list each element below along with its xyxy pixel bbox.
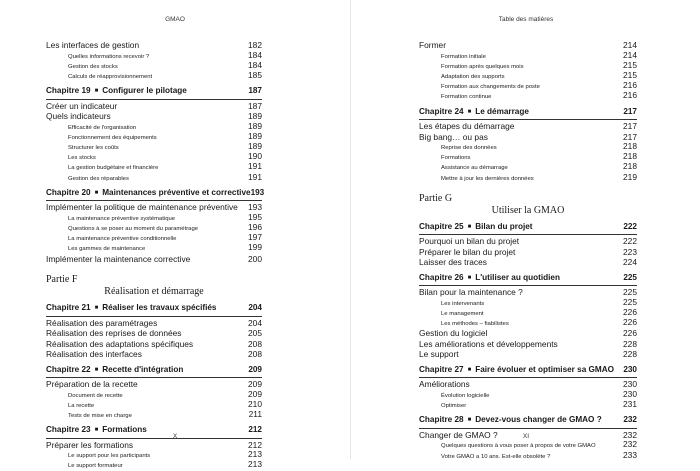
entry-label: Big bang… ou pas (419, 131, 488, 142)
subsection-entry (419, 162, 637, 172)
subsection-entry (419, 51, 637, 61)
running-head-right: Table des matières (498, 16, 554, 23)
page-number: 182 (248, 40, 262, 50)
subsection-entry (419, 440, 637, 450)
subsection-entry (46, 400, 262, 410)
square-bullet-icon: ■ (94, 366, 99, 373)
entry-label: Fonctionnement des équipements (68, 134, 157, 141)
entry-label: Formation continue (441, 94, 492, 101)
page-number: 190 (248, 151, 262, 162)
page-number: 189 (248, 141, 262, 152)
entry-label: La gestion budgétaire et financière (68, 165, 159, 172)
chapter-title: Formations (102, 425, 147, 435)
page-number: 226 (623, 328, 637, 339)
entry-label: Le support pour les participants (68, 453, 151, 460)
square-bullet-icon: ■ (467, 274, 472, 281)
page-number: 209 (248, 388, 262, 399)
entry-label: Tests de mise en charge (68, 413, 132, 420)
right-page (350, 0, 700, 459)
page-number: 213 (248, 449, 262, 460)
folio-right: XI (522, 433, 530, 440)
section-entry (419, 328, 637, 339)
entry-label: Mettre à jour les dernières données (441, 175, 534, 182)
page-number: 209 (248, 364, 262, 374)
entry-label: Gestion du logiciel (419, 328, 488, 339)
part-label: Partie F (46, 274, 78, 286)
subsection-entry (46, 142, 262, 152)
page-number: 230 (623, 379, 637, 390)
entry-label: Adaptation des supports (441, 73, 505, 80)
page-number: 232 (623, 415, 637, 425)
page-number: 214 (623, 40, 637, 50)
entry-label: Reprise des données (441, 145, 497, 152)
page-number: 215 (623, 69, 637, 80)
page-number: 218 (623, 151, 637, 162)
chapter-number: Chapitre 28 (419, 415, 464, 425)
chapter-title: Le démarrage (475, 106, 529, 116)
entry-label: Les intervenants (441, 300, 485, 307)
chapter-heading (419, 107, 529, 119)
page-number: 230 (623, 388, 637, 399)
chapter-row (419, 222, 637, 236)
square-bullet-icon: ■ (94, 88, 99, 95)
page-number: 228 (623, 338, 637, 349)
page-number: 197 (248, 232, 262, 243)
chapter-heading (419, 222, 533, 234)
entry-label: La maintenance préventive systématique (68, 215, 176, 222)
entry-label: Efficacité de l'organisation (68, 124, 137, 131)
subsection-entry (46, 51, 262, 61)
subsection-entry (419, 173, 637, 183)
page-number: 205 (248, 328, 262, 339)
chapter-title: Recette d'intégration (102, 364, 184, 374)
page-number: 222 (623, 221, 637, 231)
subsection-entry (46, 460, 262, 470)
page-number: 232 (623, 429, 637, 440)
chapter-number: Chapitre 26 (419, 272, 464, 282)
square-bullet-icon: ■ (467, 417, 472, 424)
folio-left: X (172, 433, 178, 440)
subsection-entry (419, 390, 637, 400)
page-number: 217 (623, 131, 637, 142)
page-number: 225 (623, 272, 637, 282)
entry-label: Calculs de réapprovisionnement (68, 73, 153, 80)
entry-label: Les améliorations et développements (419, 338, 558, 349)
part-title: Réalisation et démarrage (104, 286, 204, 298)
chapter-row (419, 273, 637, 287)
subsection-entry (46, 213, 262, 223)
entry-label: Le support (419, 349, 459, 360)
chapter-heading (419, 415, 602, 427)
page-number: 226 (623, 307, 637, 318)
entry-label: Préparer le bilan du projet (419, 246, 516, 257)
page-number: 211 (248, 409, 262, 420)
subsection-entry (46, 152, 262, 162)
page-number: 184 (248, 59, 262, 70)
section-entry (419, 247, 637, 258)
section-entry (419, 287, 637, 298)
page-number: 225 (623, 287, 637, 298)
subsection-entry (46, 122, 262, 132)
page-number: 225 (623, 296, 637, 307)
entry-label: Formation initiale (441, 53, 486, 60)
entry-label: Laisser des traces (419, 257, 487, 268)
page-number: 214 (623, 49, 637, 60)
square-bullet-icon: ■ (467, 108, 472, 115)
square-bullet-icon: ■ (467, 223, 472, 230)
entry-label: Implémenter la politique de maintenance préventive (46, 202, 238, 213)
chapter-row (419, 415, 637, 429)
page-number: 193 (250, 187, 265, 197)
page-number: 196 (248, 222, 262, 233)
toc-left (46, 40, 265, 471)
chapter-title: Maintenances préventive et corrective (102, 187, 251, 197)
subsection-entry (46, 71, 262, 81)
chapter-row (46, 303, 262, 317)
chapter-title: Configurer le pilotage (102, 86, 187, 96)
subsection-entry (419, 152, 637, 162)
section-entry (419, 121, 637, 132)
entry-label: Les gammes de maintenance (68, 246, 146, 253)
subsection-entry (46, 61, 262, 71)
entry-label: Votre GMAO a 10 ans. Est-elle obsolète ? (441, 453, 551, 460)
page-number: 189 (248, 111, 262, 122)
part-label: Partie G (419, 192, 453, 204)
part-title: Utiliser la GMAO (491, 204, 565, 216)
entry-label: Réalisation des adaptations spécifiques (46, 338, 194, 349)
entry-label: La maintenance préventive conditionnelle (68, 236, 177, 243)
page-number: 209 (248, 379, 262, 390)
chapter-number: Chapitre 27 (419, 364, 464, 374)
entry-label: Structurer les coûts (68, 145, 119, 152)
page-number: 232 (623, 439, 637, 450)
entry-label: Réalisation des interfaces (46, 349, 142, 360)
page-number: 216 (623, 90, 637, 101)
section-entry (419, 132, 637, 143)
chapter-row (46, 365, 262, 379)
page-number: 187 (248, 100, 262, 111)
subsection-entry (46, 162, 262, 172)
page-number: 213 (248, 459, 262, 470)
subsection-entry (419, 81, 637, 91)
page-number: 224 (623, 257, 637, 268)
chapter-number: Chapitre 19 (46, 86, 91, 96)
subsection-entry (419, 318, 637, 328)
left-page (0, 0, 350, 470)
section-entry (419, 257, 637, 268)
page-number: 191 (248, 171, 262, 182)
chapter-title: Faire évoluer et optimiser sa GMAO (475, 364, 614, 374)
chapter-number: Chapitre 23 (46, 425, 91, 435)
page-number: 187 (248, 86, 262, 96)
square-bullet-icon: ■ (467, 366, 472, 373)
entry-label: Questions à se poser au moment du paramétrage (68, 226, 198, 233)
entry-label: Implémenter la maintenance corrective (46, 253, 191, 264)
page-number: 184 (248, 49, 262, 60)
section-entry (46, 101, 262, 112)
page-number: 218 (623, 161, 637, 172)
page-number: 230 (623, 364, 637, 374)
section-entry (419, 379, 637, 390)
entry-label: Créer un indicateur (46, 100, 118, 111)
entry-label: Les stocks (68, 155, 96, 162)
subsection-entry (46, 410, 262, 420)
entry-label: Pourquoi un bilan du projet (419, 236, 520, 247)
section-entry (46, 111, 262, 122)
subsection-entry (46, 132, 262, 142)
entry-label: Préparer les formations (46, 439, 134, 450)
running-head-left: GMAO (165, 16, 185, 23)
section-entry (46, 202, 262, 213)
chapter-number: Chapitre 25 (419, 221, 464, 231)
subsection-entry (46, 390, 262, 400)
subsection-entry (419, 61, 637, 71)
entry-label: Les méthodes – fiabilistes (441, 321, 509, 328)
entry-label: Quelles informations recevoir ? (68, 53, 150, 60)
page-number: 193 (248, 202, 262, 213)
page-number: 208 (248, 349, 262, 360)
chapter-row (419, 365, 637, 379)
entry-label: Formation après quelques mois (441, 63, 524, 70)
chapter-number: Chapitre 20 (46, 187, 91, 197)
chapter-title: Bilan du projet (475, 221, 533, 231)
entry-label: Gestion des réparables (68, 175, 129, 182)
chapter-heading (419, 273, 560, 285)
page-number: 208 (248, 338, 262, 349)
page-number: 223 (623, 246, 637, 257)
section-entry (46, 440, 262, 451)
page-number: 231 (623, 399, 637, 410)
subsection-entry (46, 233, 262, 243)
chapter-heading (46, 365, 183, 377)
section-entry (46, 349, 262, 360)
part-heading (46, 274, 262, 298)
page-number: 199 (248, 242, 262, 253)
subsection-entry (46, 243, 262, 253)
entry-label: Préparation de la recette (46, 379, 138, 390)
square-bullet-icon: ■ (94, 305, 99, 312)
page-number: 185 (248, 69, 262, 80)
entry-label: Les étapes du démarrage (419, 121, 515, 132)
section-entry (46, 318, 262, 329)
entry-label: Optimiser (441, 403, 467, 410)
subsection-entry (419, 71, 637, 81)
entry-label: Quels indicateurs (46, 111, 111, 122)
page-number: 195 (248, 211, 262, 222)
subsection-entry (46, 223, 262, 233)
entry-label: Assistance au démarrage (441, 165, 508, 172)
page-number: 217 (623, 121, 637, 132)
page-number: 204 (248, 317, 262, 328)
section-entry (46, 254, 262, 265)
entry-label: Bilan pour la maintenance ? (419, 287, 523, 298)
chapter-title: Devez-vous changer de GMAO ? (475, 415, 602, 425)
page-number: 210 (248, 398, 262, 409)
section-entry (419, 349, 637, 360)
page-number: 217 (623, 106, 637, 116)
entry-label: Former (419, 40, 446, 50)
section-entry (419, 339, 637, 350)
page-number: 189 (248, 120, 262, 131)
subsection-entry (419, 142, 637, 152)
page-number: 216 (623, 80, 637, 91)
section-entry (46, 379, 262, 390)
chapter-heading (46, 188, 251, 200)
page-number: 204 (248, 303, 262, 313)
entry-label: Changer de GMAO ? (419, 429, 498, 440)
section-entry (46, 339, 262, 350)
chapter-number: Chapitre 21 (46, 303, 91, 313)
entry-label: Formation aux changements de poste (441, 84, 540, 91)
page-number: 189 (248, 130, 262, 141)
page-number: 212 (248, 425, 262, 435)
entry-label: Gestion des stocks (68, 63, 118, 70)
chapter-heading (419, 365, 614, 377)
part-heading (419, 193, 637, 217)
page-number: 228 (623, 349, 637, 360)
chapter-number: Chapitre 22 (46, 364, 91, 374)
chapter-number: Chapitre 24 (419, 106, 464, 116)
subsection-entry (419, 400, 637, 410)
page-number: 191 (248, 161, 262, 172)
toc-right (419, 40, 637, 461)
entry-label: Réalisation des reprises de données (46, 328, 182, 339)
subsection-entry (46, 173, 262, 183)
square-bullet-icon: ■ (94, 427, 99, 434)
chapter-row (419, 107, 637, 121)
entry-label: Document de recette (68, 392, 123, 399)
page-number: 215 (623, 59, 637, 70)
entry-label: Évolution logicielle (441, 392, 490, 399)
page-number: 212 (248, 439, 262, 450)
section-entry (419, 40, 637, 51)
subsection-entry (419, 451, 637, 461)
chapter-row (46, 187, 265, 202)
entry-label: Réalisation des paramétrages (46, 317, 158, 328)
entry-label: La recette (68, 402, 95, 409)
subsection-entry (419, 298, 637, 308)
chapter-title: Réaliser les travaux spécifiés (102, 303, 217, 313)
subsection-entry (419, 91, 637, 101)
entry-label: Les interfaces de gestion (46, 40, 140, 50)
chapter-heading (46, 86, 187, 98)
entry-label: Quelques questions à vous poser à propos de votre GMAO (441, 443, 596, 450)
page-number: 233 (623, 449, 637, 460)
page-number: 219 (623, 171, 637, 182)
chapter-row (46, 86, 262, 100)
page-number: 226 (623, 317, 637, 328)
entry-label: Le support formateur (68, 463, 123, 470)
page-number: 218 (623, 141, 637, 152)
square-bullet-icon: ■ (94, 189, 99, 196)
chapter-title: L'utiliser au quotidien (475, 272, 560, 282)
section-entry (46, 328, 262, 339)
section-entry (419, 236, 637, 247)
page-number: 200 (248, 253, 262, 264)
subsection-entry (419, 308, 637, 318)
entry-label: Formations (441, 155, 471, 162)
section-entry (46, 40, 262, 51)
chapter-heading (46, 303, 216, 315)
page-number: 222 (623, 236, 637, 247)
entry-label: Le management (441, 311, 484, 318)
entry-label: Améliorations (419, 379, 470, 390)
